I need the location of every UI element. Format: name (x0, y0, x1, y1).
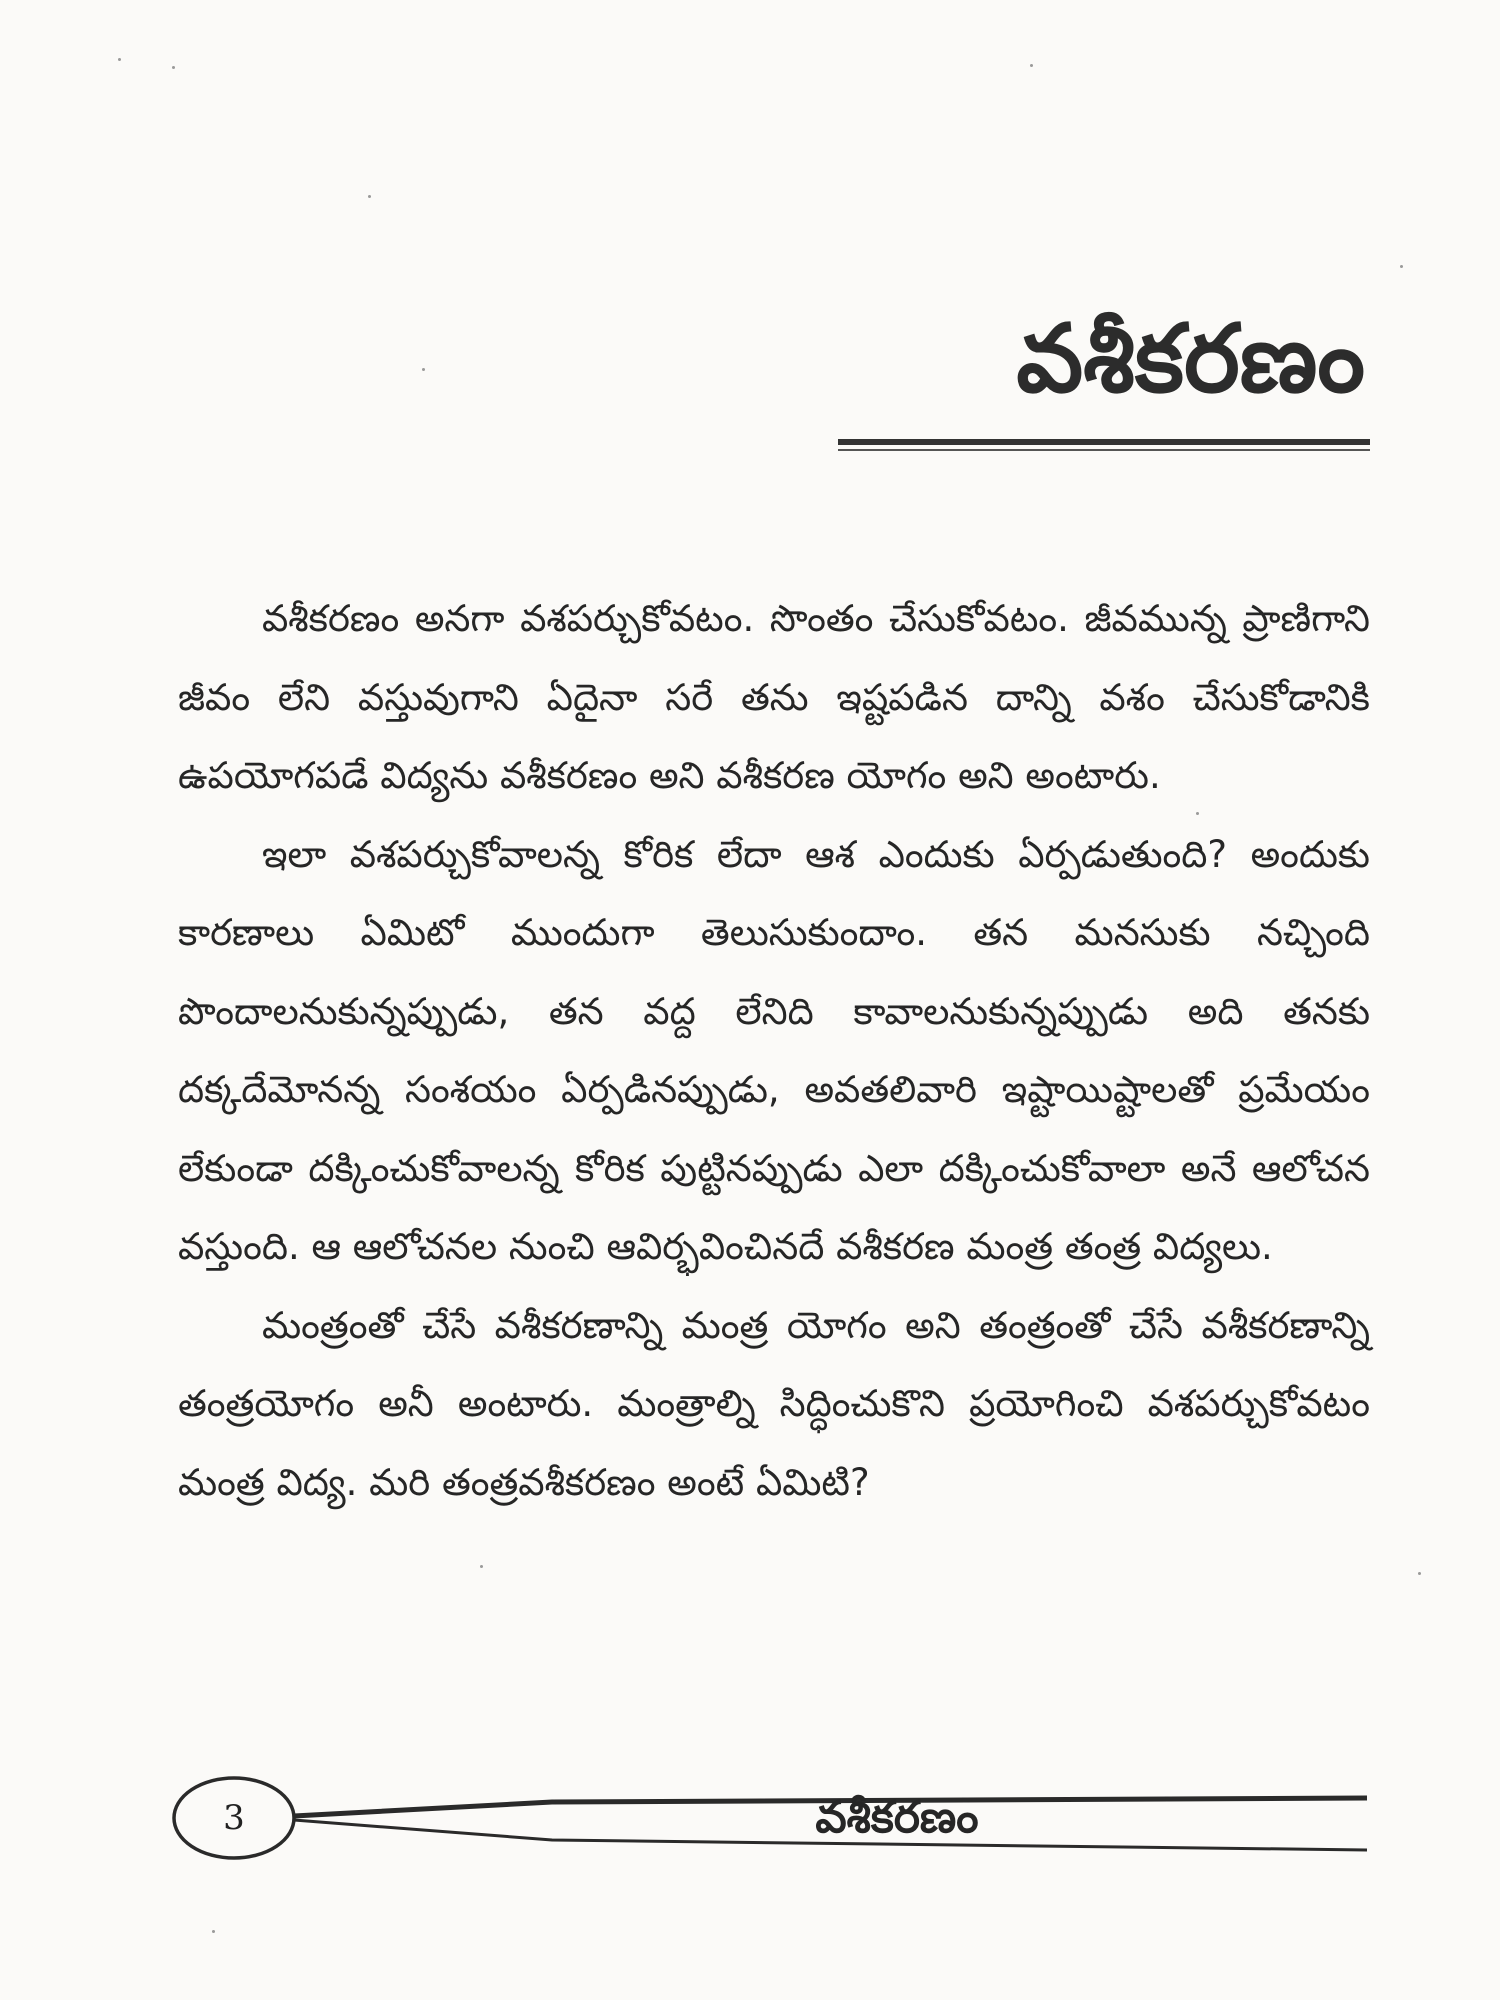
paragraph-3: మంత్రంతో చేసే వశీకరణాన్ని మంత్ర యోగం అని తంత్రంతో చేసే వశీకరణాన్ని తంత్రయోగం అనీ అంటారు. మంత్రాల్ని సిద్ధించుకొని ప్రయోగించి వశపర్చుకోవటం మంత్ర విద్య. మరి తంత్రవశీకరణం అంటే ఏమిటి? (178, 1303, 1370, 1504)
body-text (178, 580, 1370, 1522)
scan-speck (212, 1930, 215, 1933)
scan-speck (118, 58, 121, 61)
scan-speck (1030, 64, 1033, 67)
scan-speck (1400, 265, 1403, 268)
scan-speck (422, 368, 425, 371)
title-underline-thin (838, 449, 1370, 451)
title-underline (838, 439, 1370, 445)
scan-speck (1418, 1572, 1421, 1575)
page-footer (172, 1760, 1372, 1875)
chapter-title: వశీకరణం (1016, 305, 1365, 414)
paragraph-1: వశీకరణం అనగా వశపర్చుకోవటం. సొంతం చేసుకోవటం. జీవమున్న ప్రాణిగాని జీవం లేని వస్తువుగాని ఏదైనా సరే తను ఇష్టపడిన దాన్ని వశం చేసుకోడానికి ఉపయోగపడే విద్యను వశీకరణం అని వశీకరణ యోగం అని అంటారు. (178, 597, 1370, 797)
paragraph-2: ఇలా వశపర్చుకోవాలన్న కోరిక లేదా ఆశ ఎందుకు ఏర్పడుతుంది? అందుకు కారణాలు ఏమిటో ముందుగా తెలుసుకుందాం. తన మనసుకు నచ్చింది పొందాలనుకున్నప్పుడు, తన వద్ద లేనిది కావాలనుకున్నప్పుడు అది తనకు దక్కదేమోనన్న సంశయం ఏర్పడినప్పుడు, అవతలివారి ఇష్టాయిష్టాలతో ప్రమేయం లేకుండా దక్కించుకోవాలన్న కోరిక పుట్టినప్పుడు ఎలా దక్కించుకోవాలా అనే ఆలోచన వస్తుంది. ఆ ఆలోచనల నుంచి ఆవిర్భవించినదే వశీకరణ మంత్ర తంత్ర విద్యలు. (178, 832, 1370, 1268)
running-title: వశీకరణం (815, 1792, 979, 1843)
scan-speck (480, 1565, 483, 1568)
scan-speck (368, 195, 371, 198)
page-number: 3 (223, 1798, 245, 1838)
scan-speck (172, 66, 175, 69)
